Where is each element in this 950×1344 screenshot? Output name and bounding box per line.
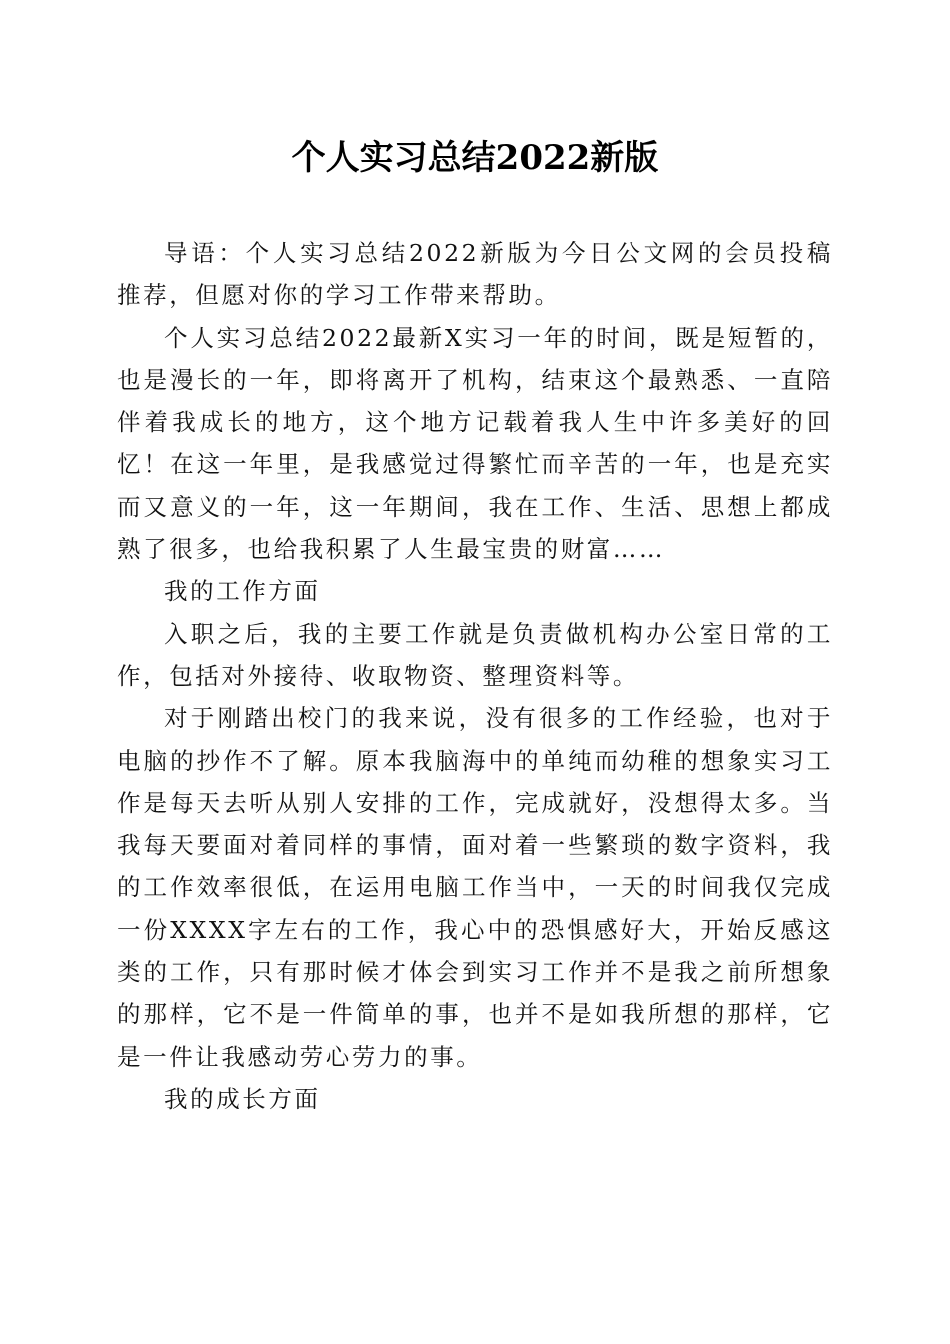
paragraph-work-duties: 入职之后，我的主要工作就是负责做机构办公室日常的工作，包括对外接待、收取物资、整理资料等。 xyxy=(117,619,833,690)
paragraph-intro: 导语：个人实习总结2022新版为今日公文网的会员投稿推荐，但愿对你的学习工作带来帮助。 xyxy=(117,239,833,310)
paragraph-overview: 个人实习总结2022最新X实习一年的时间，既是短暂的，也是漫长的一年，即将离开了机构，结束这个最熟悉、一直陪伴着我成长的地方，这个地方记载着我人生中许多美好的回忆！在这一年里，是我感觉过得繁忙而辛苦的一年，也是充实而又意义的一年，这一年期间，我在工作、生活、思想上都成熟了很多，也给我积累了人生最宝贵的财富…… xyxy=(117,323,833,564)
section-heading-work: 我的工作方面 xyxy=(164,577,321,606)
paragraph-work-experience: 对于刚踏出校门的我来说，没有很多的工作经验，也对于电脑的抄作不了解。原本我脑海中的单纯而幼稚的想象实习工作是每天去听从别人安排的工作，完成就好，没想得太多。当我每天要面对着同样的事情，面对着一些繁琐的数字资料，我的工作效率很低，在运用电脑工作当中，一天的时间我仅完成一份XXXX字左右的工作，我心中的恐惧感好大，开始反感这类的工作，只有那时候才体会到实习工作并不是我之前所想象的那样，它不是一件简单的事，也并不是如我所想的那样，它是一件让我感动劳心劳力的事。 xyxy=(117,704,833,1071)
document-title: 个人实习总结2022新版 xyxy=(291,138,659,178)
document-body xyxy=(117,232,833,1120)
section-heading-growth: 我的成长方面 xyxy=(164,1084,321,1113)
